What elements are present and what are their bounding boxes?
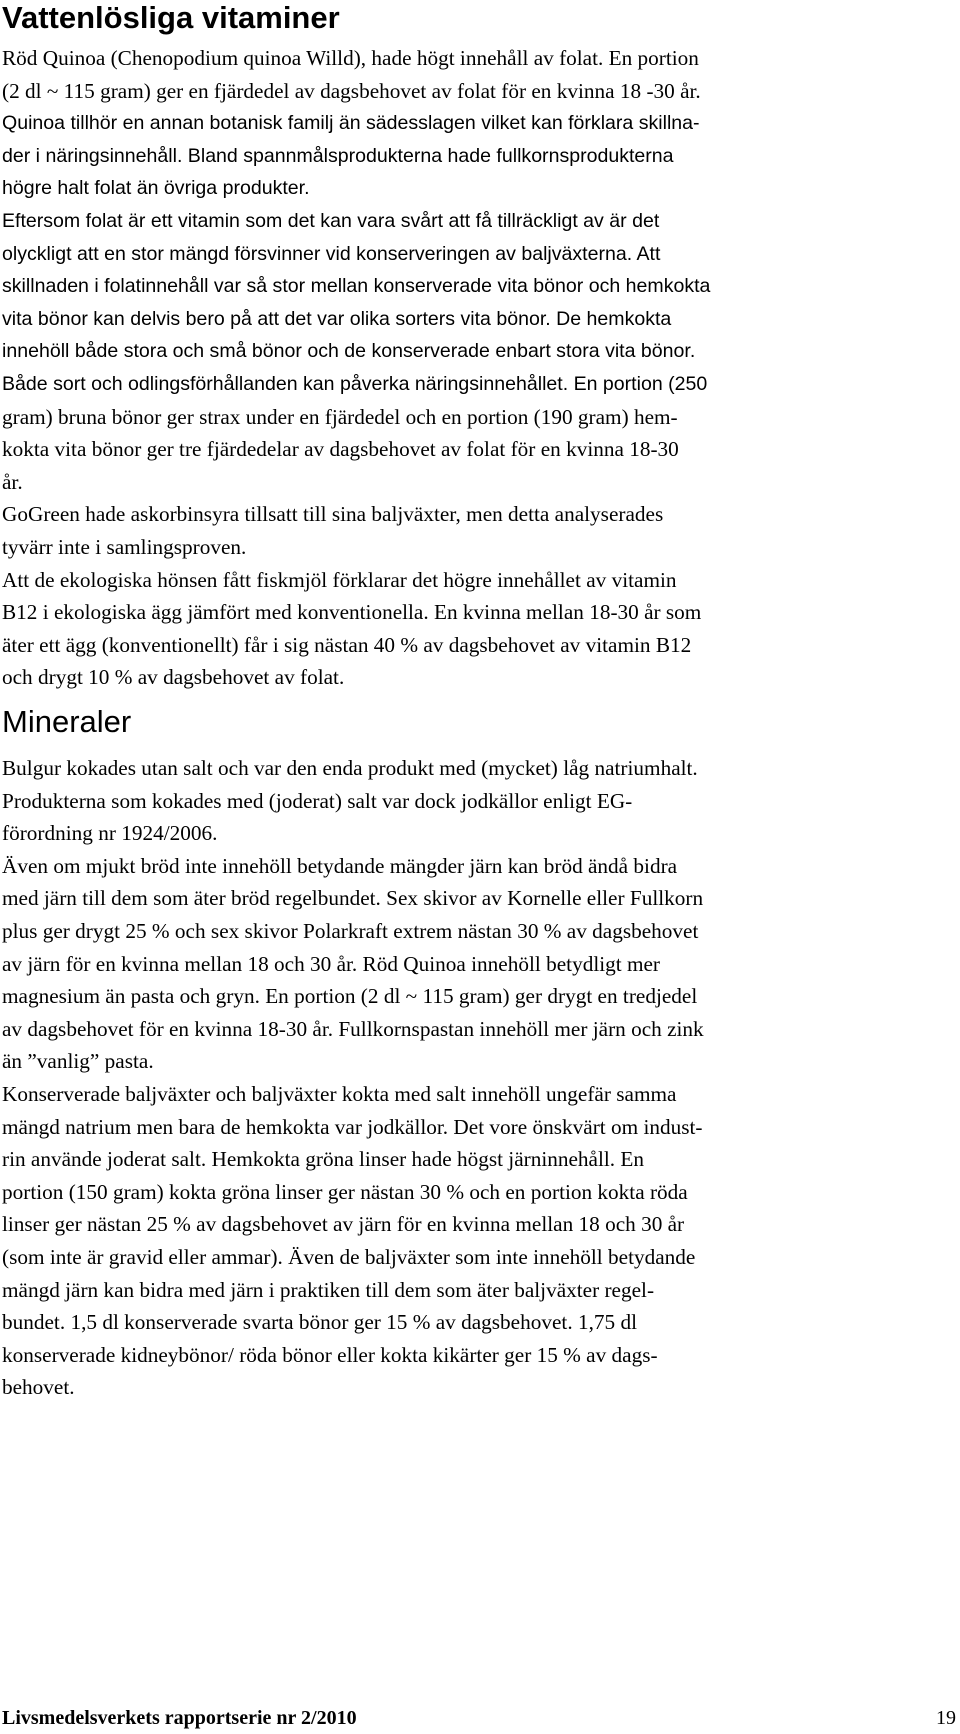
- page-number: 19: [936, 1707, 956, 1729]
- text-line: linser ger nästan 25 % av dagsbehovet av järn för en kvinna mellan 18 och 30 år: [2, 1212, 685, 1237]
- text-line: år.: [2, 469, 23, 494]
- text-line: rin använde joderat salt. Hemkokta gröna linser hade högst järninnehåll. En: [2, 1147, 645, 1172]
- text-line: kokta vita bönor ger tre fjärdedelar av dagsbehovet av folat för en kvinna 18-30: [2, 437, 679, 462]
- text-line: innehöll både stora och små bönor och de konserverade enbart stora vita bönor.: [2, 340, 696, 363]
- text-line: olyckligt att en stor mängd försvinner vid konserveringen av baljväxterna. Att: [2, 242, 661, 265]
- text-line: der i näringsinnehåll. Bland spannmålsprodukterna hade fullkornsprodukterna: [2, 144, 674, 167]
- text-line: Även om mjukt bröd inte innehöll betydande mängder järn kan bröd ändå bidra: [2, 853, 678, 878]
- text-line: (som inte är gravid eller ammar). Även de baljväxter som inte innehöll betydande: [2, 1244, 696, 1269]
- text-line: med järn till dem som äter bröd regelbundet. Sex skivor av Kornelle eller Fullkorn: [2, 886, 704, 911]
- page-footer: [2, 1705, 958, 1731]
- text-line: plus ger drygt 25 % och sex skivor Polarkraft extrem nästan 30 % av dagsbehovet: [2, 918, 699, 943]
- text-line: vita bönor kan delvis bero på att det var olika sorters vita bönor. De hemkokta: [2, 307, 672, 330]
- text-line: Quinoa tillhör en annan botanisk familj än sädesslagen vilket kan förklara skillna-: [2, 112, 700, 135]
- text-line: och drygt 10 % av dagsbehovet av folat.: [2, 665, 345, 690]
- text-line: mängd natrium men bara de hemkokta var jodkällor. Det vore önskvärt om indust-: [2, 1114, 703, 1139]
- text-line: gram) bruna bönor ger strax under en fjärdedel och en portion (190 gram) hem-: [2, 404, 678, 429]
- text-line: förordning nr 1924/2006.: [2, 821, 218, 846]
- text-line: än ”vanlig” pasta.: [2, 1049, 154, 1074]
- text-line: magnesium än pasta och gryn. En portion (2 dl ~ 115 gram) ger drygt en tredjedel: [2, 984, 698, 1009]
- text-line: Produkterna som kokades med (joderat) salt var dock jodkällor enligt EG-: [2, 788, 633, 813]
- text-line: av dagsbehovet för en kvinna 18-30 år. Fullkornspastan innehöll mer järn och zink: [2, 1016, 704, 1041]
- vitamins-body-text: [2, 42, 958, 694]
- text-line: (2 dl ~ 115 gram) ger en fjärdedel av dagsbehovet av folat för en kvinna 18 -30 år.: [2, 78, 701, 103]
- section-heading-minerals: Mineraler: [2, 704, 132, 739]
- text-line: mängd järn kan bidra med järn i praktiken till dem som äter baljväxter regel-: [2, 1277, 655, 1302]
- text-line: konserverade kidneybönor/ röda bönor eller kokta kikärter ger 15 % av dags-: [2, 1342, 658, 1367]
- text-line: bundet. 1,5 dl konserverade svarta bönor ger 15 % av dagsbehovet. 1,75 dl: [2, 1310, 637, 1335]
- text-line: B12 i ekologiska ägg jämfört med konventionella. En kvinna mellan 18-30 år som: [2, 600, 702, 625]
- text-line: av järn för en kvinna mellan 18 och 30 år. Röd Quinoa innehöll betydligt mer: [2, 951, 661, 976]
- text-line: GoGreen hade askorbinsyra tillsatt till sina baljväxter, men detta analyserades: [2, 502, 664, 527]
- text-line: skillnaden i folatinnehåll var så stor mellan konserverade vita bönor och hemkokta: [2, 275, 711, 298]
- footer-series-title: Livsmedelsverkets rapportserie nr 2/2010: [2, 1707, 357, 1729]
- text-line: Eftersom folat är ett vitamin som det kan vara svårt att få tillräckligt av är det: [2, 209, 660, 232]
- text-line: behovet.: [2, 1375, 75, 1400]
- minerals-body-text: [2, 752, 958, 1404]
- text-line: Bulgur kokades utan salt och var den enda produkt med (mycket) låg natriumhalt.: [2, 756, 698, 780]
- text-line: högre halt folat än övriga produkter.: [2, 177, 310, 200]
- text-line: Röd Quinoa (Chenopodium quinoa Willd), hade högt innehåll av folat. En portion: [2, 46, 699, 70]
- text-line: portion (150 gram) kokta gröna linser ger nästan 30 % och en portion kokta röda: [2, 1179, 688, 1204]
- section-heading-vitamins: Vattenlösliga vitaminer: [2, 0, 340, 35]
- text-line: Konserverade baljväxter och baljväxter kokta med salt innehöll ungefär samma: [2, 1081, 677, 1106]
- text-line: äter ett ägg (konventionellt) får i sig nästan 40 % av dagsbehovet av vitamin B12: [2, 632, 692, 657]
- text-line: Både sort och odlingsförhållanden kan påverka näringsinnehållet. En portion (250: [2, 372, 708, 395]
- text-line: tyvärr inte i samlingsproven.: [2, 534, 247, 559]
- text-line: Att de ekologiska hönsen fått fiskmjöl förklarar det högre innehållet av vitamin: [2, 567, 677, 592]
